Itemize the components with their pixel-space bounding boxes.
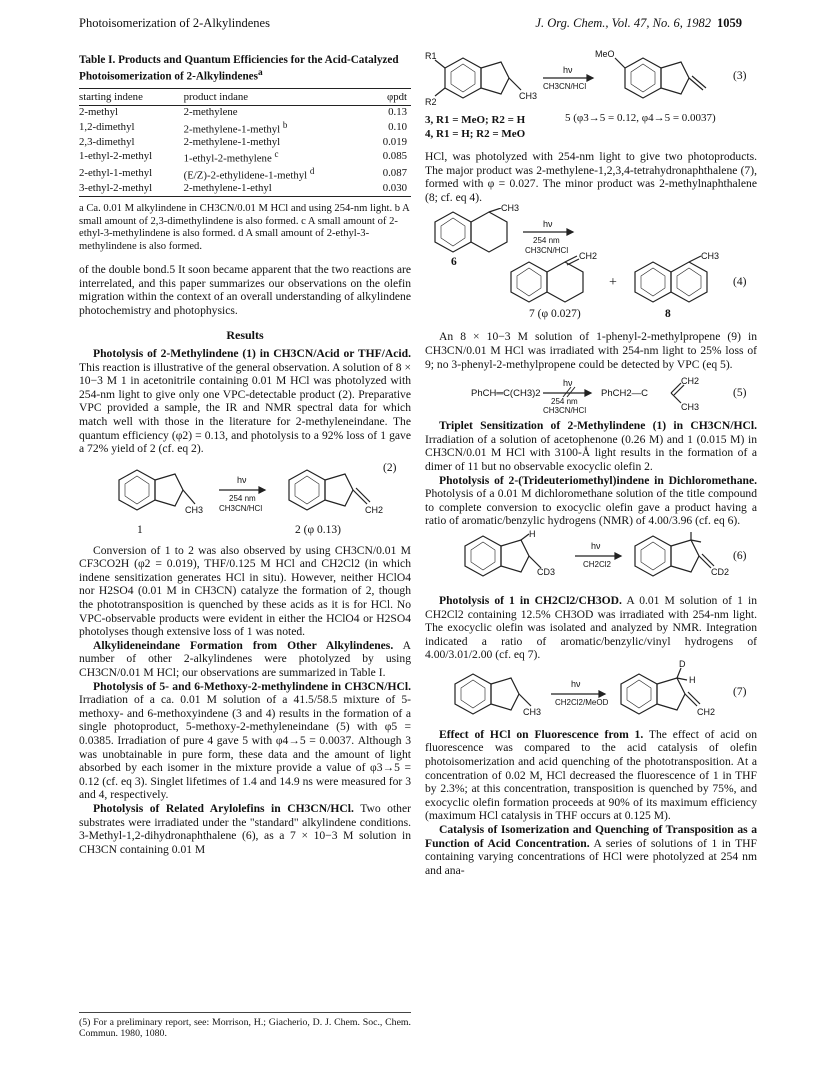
run-in-heading: Photolysis of 2-(Trideuteriomethyl)indene in Dichloromethane. (439, 473, 757, 487)
eq5-ch3-label: CH3 (681, 402, 700, 413)
cell-phi: 0.019 (382, 135, 407, 148)
eq3-ch3-label: CH3 (519, 91, 538, 101)
cell-phi: 0.030 (371, 182, 411, 197)
paragraph: Triplet Sensitization of 2-Methylindene (1) in CH3CN/HCl. Irradiation of a solution of acetophenone (0.26 M) and 1 (0.015 M) in CH3CN/0.01 M HCl with 3100-Å light results in the formation of a dimer of 11 but no observable exocyclic olefin 2. (425, 419, 757, 473)
eq6-number: (6) (733, 549, 747, 562)
run-in-heading: Triplet Sensitization of 2-Methylindene (1) in CH3CN/HCl. (439, 419, 757, 433)
eq2-ch2-label: CH2 (365, 504, 384, 515)
eq5-ch2-label: CH2 (681, 376, 700, 387)
paragraph: of the double bond.5 It soon became apparent that the two reactions are interrelated, and this paper summarizes our observations on the olefin migration within the context of an overall understanding of alkylindene photochemistry and photophysics. (79, 262, 411, 317)
run-in-heading: Catalysis of Isomerization and Quenching of Transposition as a Function of Acid Concentration. (425, 823, 757, 850)
table-title-footnote-mark: a (258, 68, 263, 78)
eq4-arrow-below-2: CH3CN/HCl (525, 246, 569, 256)
eq4-arrow-below-1: 254 nm (533, 236, 560, 246)
paragraph: Conversion of 1 to 2 was also observed by using CH3CN/0.01 M CF3CO2H (φ2 = 0.019), THF/0.125 M HCl and CH2Cl2 (in which indene sensitization generates HCl in situ). However, neither HClO4 nor H2SO4 (0.01 M in CH3CN) catalyze the formation of 2, though the phototransposition is quenched by these acids as it is for HCl. No VPC-observable products were evident in either the HClO4 or H2SO4 photolyses though extensive loss of 1 was noted. (79, 543, 411, 639)
eq2-compound-2: 2 (φ 0.13) (295, 523, 341, 536)
eq2-arrow-below-1: 254 nm (229, 493, 256, 503)
eq2-ch3-label: CH3 (185, 504, 204, 515)
run-in-heading: Photolysis of 1 in CH2Cl2/CH3OD. (439, 593, 622, 607)
eq7-ch3-label: CH3 (523, 706, 542, 717)
table-row (79, 148, 411, 165)
eq6-cd2-label: CD2 (711, 566, 730, 577)
eq7-number: (7) (733, 685, 747, 698)
eq7-arrow-below: CH2Cl2/MeOD (555, 697, 609, 707)
table-header-row (79, 88, 411, 105)
run-in-heading: Photolysis of 2-Methylindene (1) in CH3CN/Acid or THF/Acid. (93, 346, 411, 360)
products-table (79, 88, 411, 198)
eq7-ch2-label: CH2 (697, 706, 716, 717)
eq3-compound-5: 5 (φ3→5 = 0.12, φ4→5 = 0.0037) (565, 112, 716, 124)
paragraph: Catalysis of Isomerization and Quenching of Transposition as a Function of Acid Concentration. A series of solutions of 1 in THF containing varying concentrations of HCl were photolyzed at 254 nm and ana- (425, 823, 757, 877)
cell-starting-indene: 2,3-dimethyl (79, 135, 135, 148)
cell-starting-indene: 2-ethyl-1-methyl (79, 167, 153, 180)
eq2-arrow-above: hν (237, 474, 247, 485)
run-in-heading: Alkylideneindane Formation from Other Alkylindenes. (93, 638, 394, 652)
cell-product-indane: 2-methylene (183, 106, 238, 119)
cell-phi: 0.13 (388, 106, 407, 119)
eq4-number: (4) (733, 276, 747, 289)
eq7-arrow-above: hν (571, 678, 581, 689)
cell-starting-indene: 2-methyl (79, 106, 118, 119)
journal-name: J. Org. Chem., Vol. 47, No. 6, 1982 (535, 16, 711, 30)
eq6-arrow-below: CH2Cl2 (583, 559, 612, 569)
col-header-starting-indene: starting indene (79, 88, 184, 105)
eq3-compound-3: 3, R1 = MeO; R2 = H (425, 114, 526, 126)
eq4-ch2-label: CH2 (579, 251, 598, 262)
table-row (79, 119, 411, 136)
run-in-heading: Effect of HCl on Fluorescence from 1. (439, 727, 644, 741)
table-row (79, 136, 411, 148)
eq2-arrow-below-2: CH3CN/HCl (219, 503, 263, 513)
eq4-compound-6: 6 (451, 256, 457, 269)
eq4-ch3b-label: CH3 (701, 251, 720, 262)
table-footnote-mark: c (274, 148, 279, 159)
cell-starting-indene: 1-ethyl-2-methyl (79, 150, 153, 163)
equation-6 (425, 528, 757, 590)
paragraph: An 8 × 10−3 M solution of 1-phenyl-2-methylpropene (9) in CH3CN/0.01 M HCl was irradiated with 254-nm light to 25% loss of 9; no 3-phenyl-2-methylpropene could be detected by VPC (eq 5). (425, 330, 757, 371)
run-in-heading: Photolysis of Related Arylolefins in CH3CN/HCl. (93, 801, 354, 815)
paragraph: HCl, was photolyzed with 254-nm light to give two photoproducts. The major product was 2-methylene-1,2,3,4-tetrahydronaphthalene (7), formed with φ = 0.027. The minor product was 2-methylnaphthalene (8; cf. eq 4). (425, 150, 757, 204)
cell-starting-indene: 1,2-dimethyl (79, 120, 135, 133)
cell-product-indane: 2-methylene-1-methyl $^b$ (183, 119, 288, 136)
paragraph: Photolysis of 2-(Trideuteriomethyl)indene in Dichloromethane. Photolysis of a 0.01 M dichloromethane solution of the title compound to complete conversion to exocyclic olefin gave a product having a ratio of aromatic/benzylic hydrogens (NMR) of 4.00/3.96 (cf. eq 6). (425, 473, 757, 528)
table-footnote-mark: d (309, 165, 315, 176)
table-row (79, 165, 411, 182)
paragraph: Photolysis of Related Arylolefins in CH3CN/HCl. Two other substrates were irradiated under the "standard" alkylindene conditions. 3-Methyl-1,2-dihydronaphthalene (6), as a 7 × 10−3 M solution in CH3CN containing 0.01 M (79, 801, 411, 856)
eq5-arrow-below-1: 254 nm (551, 397, 578, 407)
eq3-number: (3) (733, 70, 747, 82)
paragraph: Effect of HCl on Fluorescence from 1. The effect of acid on fluorescence was compared to the acid catalysis of olefin photoisomerization and acid quenching of the phototransposition. At a concentration of 0.02 M, HCl decreased the fluorescence of 1 in THF by 2.3%; at this concentration, transposition is quenched by 75%, and exocyclic olefin formation proceeds at 90% of its maximum efficiency (maximum HCl catalysis in THF occurs at 0.125 M). (425, 727, 757, 823)
eq6-cd3-label: CD3 (537, 566, 556, 577)
run-in-heading: Photolysis of 5- and 6-Methoxy-2-methylindene in CH3CN/HCl. (93, 679, 411, 693)
table-row (79, 182, 411, 197)
paragraph: Photolysis of 5- and 6-Methoxy-2-methylindene in CH3CN/HCl. Irradiation of a ca. 0.01 M solution of a 41.5/58.5 mixture of 5-methoxy- and 6-methoxyindene (3 and 4) results in the formation of a single photoproduct, 5-methoxy-2-methyleneindane (5) with φ5 = 0.0385. Irradiation of pure 4 gave 5 with φ4→5 = 0.0037. Although 3 was unobtainable in pure form, these data and the amount of light absorbed by each isomer in the mixture provide a value of φ3→5 = 0.12 (cf. eq 3). Singlet lifetimes of 1.4 and 14.9 ns were measured for 3 and 4, respectively. (79, 679, 411, 802)
equation-7 (425, 658, 757, 724)
eq5-number: (5) (733, 387, 747, 400)
right-column (425, 46, 757, 877)
eq3-r1-label: R1 (425, 51, 437, 61)
eq2-number: (2) (383, 461, 397, 474)
paragraph: Photolysis of 1 in CH2Cl2/CH3OD. A 0.01 M solution of 1 in CH2Cl2 containing 12.5% CH3OD was irradiated with 254-nm light. The exocyclic olefin was isolated and analyzed by NMR. Integration indicated a ratio of aromatic/benzylic/vinyl hydrogens of 4.00/3.01/2.00 (cf. eq 7). (425, 593, 757, 662)
cell-product-indane: 2-methylene-1-ethyl (184, 182, 371, 197)
eq3-arrow-above: hν (563, 65, 573, 75)
col-header-product-indane: product indane (184, 88, 371, 105)
equation-3 (425, 50, 757, 146)
cell-starting-indene: 3-ethyl-2-methyl (79, 182, 184, 197)
eq5-arrow-below-2: CH3CN/HCl (543, 406, 587, 416)
eq4-ch3-label: CH3 (501, 203, 520, 214)
eq4-plus: + (609, 275, 617, 291)
cell-product-indane: 2-methylene-1-methyl (183, 135, 281, 148)
page-number: 1059 (717, 16, 742, 30)
footnote: (5) For a preliminary report, see: Morrison, H.; Giacherio, D. J. Chem. Soc., Chem. Commun. 1980, 1080. (79, 1012, 411, 1040)
eq6-arrow-above: hν (591, 540, 601, 551)
cell-product-indane: 1-ethyl-2-methylene $^c$ (183, 148, 279, 165)
table-title: Table I. Products and Quantum Efficiencies for the Acid-Catalyzed Photoisomerization of 2-Alkylindenes$^a$ (79, 54, 399, 83)
eq2-compound-1: 1 (137, 523, 143, 536)
journal-citation (535, 16, 742, 31)
eq3-meo-label: MeO (595, 49, 615, 59)
table-footnotes: a Ca. 0.01 M alkylindene in CH3CN/0.01 M HCl and using 254-nm light. b A small amount of 2,3-dimethylindene is also formed. c A small amount of 2-ethyl-3-methylindene is also formed. d A small amount of 2-ethyl-3-methylindene is also formed. (79, 203, 410, 252)
cell-phi: 0.10 (388, 120, 407, 133)
eq7-d-label: D (679, 658, 686, 669)
eq3-r2-label: R2 (425, 97, 437, 107)
cell-phi: 0.085 (382, 150, 407, 163)
eq5-reactant: PhCH═C(CH3)2 (471, 388, 541, 400)
eq4-compound-7: 7 (φ 0.027) (529, 308, 581, 321)
col-header-phi: φpdt (371, 88, 411, 105)
table-row (79, 106, 411, 119)
eq4-arrow-above: hν (543, 219, 553, 230)
equation-5 (425, 375, 757, 415)
cell-product-indane: (E/Z)-2-ethylidene-1-methyl $^d$ (183, 165, 315, 182)
running-head: Photoisomerization of 2-Alkylindenes (79, 16, 270, 30)
section-heading-results: Results (226, 328, 264, 343)
eq7-h-label: H (689, 674, 696, 685)
eq5-arrow-above: hν (563, 378, 573, 389)
eq3-compound-4: 4, R1 = H; R2 = MeO (425, 128, 526, 140)
equation-2 (79, 460, 411, 540)
eq3-arrow-below: CH3CN/HCl (543, 82, 587, 91)
paragraph: Photolysis of 2-Methylindene (1) in CH3CN/Acid or THF/Acid. This reaction is illustrative of the general observation. A solution of 8 × 10−3 M 1 in acetonitrile containing 0.01 M HCl was photolyzed with 254-nm light to give only one VPC-detectable product (2). Preparative VPC provided a sample, the IR and NMR spectral data for which match well with those in the literature for 2-methyleneindane. The quantum efficiency (φ2) = 0.13, and photolysis to a 92% loss of 1 gave a 72% yield of 2 (cf. eq 2). (79, 346, 411, 456)
cell-phi: 0.087 (382, 167, 407, 180)
eq4-compound-8: 8 (665, 308, 671, 321)
eq5-product: PhCH2—C (601, 388, 648, 400)
left-column (79, 46, 411, 856)
eq4-structures (425, 208, 757, 326)
eq6-h-label: H (529, 528, 536, 539)
paragraph: Alkylideneindane Formation from Other Alkylindenes. A number of other 2-alkylindenes were photolyzed by using CH3CN/0.01 M HCl; our observations are summarized in Table I. (79, 638, 411, 680)
equation-4 (425, 203, 757, 326)
table-footnote-mark: b (282, 119, 288, 130)
